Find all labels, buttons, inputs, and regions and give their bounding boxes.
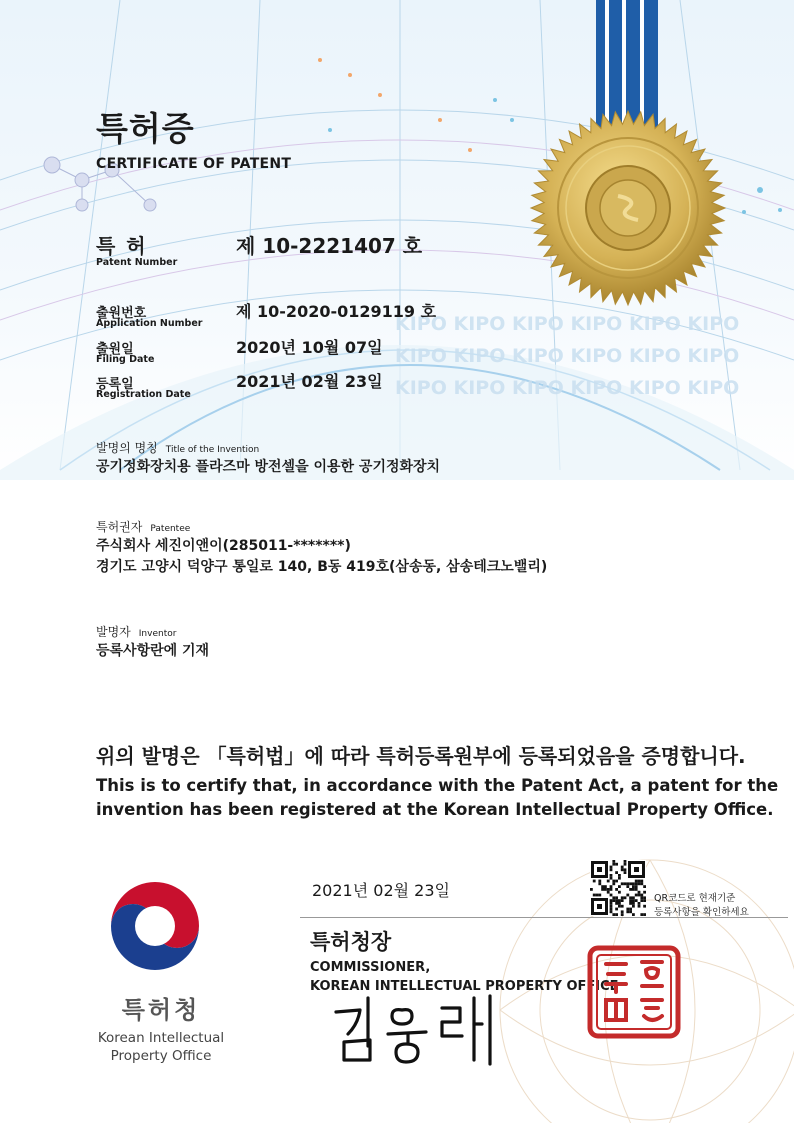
inventor-value: 등록사항란에 기재 (96, 643, 210, 659)
qr-code[interactable] (590, 860, 646, 916)
declaration-korean: 위의 발명은 「특허법」에 따라 특허등록원부에 등록되었음을 증명합니다. (96, 744, 746, 768)
declaration-english-line1: This is to certify that, in accordance with the Patent Act, a patent for the (96, 776, 779, 795)
certificate-title: 특허증 (96, 109, 195, 148)
issue-date: 2021년 02월 23일 (312, 881, 450, 900)
commissioner-title: 특허청장 (310, 930, 392, 954)
invention-title-label-en: Title of the Invention (165, 445, 260, 455)
filing-date-value: 2020년 10월 07일 (236, 338, 383, 357)
office-logo-name-en-line1: Korean Intellectual (97, 1030, 225, 1046)
declaration-english-line2: invention has been registered at the Korean Intellectual Property Office. (96, 800, 774, 819)
official-stamp (586, 944, 682, 1040)
office-logo-name: 특허청 (121, 996, 201, 1024)
inventor-label-row (96, 621, 176, 640)
application-number-value: 제 10-2020-0129119 호 (236, 302, 437, 321)
watermark-text: KIPO KIPO KIPO KIPO KIPO KIPO (395, 377, 740, 399)
application-number-label-en: Application Number (96, 318, 203, 329)
registration-date-value: 2021년 02월 23일 (236, 372, 383, 391)
patent-number-value: 제 10-2221407 호 (236, 234, 423, 258)
commissioner-title-en-line2: KOREAN INTELLECTUAL PROPERTY OFFICE (310, 979, 619, 994)
patentee-label-en: Patentee (150, 524, 191, 534)
patent-number-label: 특 허 (96, 234, 148, 258)
registration-date-label: 등록일 (96, 377, 134, 392)
invention-title-value: 공기정화장치용 플라즈마 방전셀을 이용한 공기정화장치 (96, 459, 441, 475)
kipo-logo-emblem (107, 878, 203, 974)
patentee-name: 주식회사 세진이앤이(285011-*******) (96, 538, 351, 554)
registration-date-label-en: Registration Date (96, 389, 191, 400)
qr-note-line1: QR코드로 현재기준 (654, 893, 736, 904)
patentee-address: 경기도 고양시 덕양구 통일로 140, B동 419호(삼송동, 삼송테크노밸리) (96, 559, 548, 575)
patentee-label: 특허권자 (96, 520, 143, 534)
commissioner-title-en-line1: COMMISSIONER, (310, 960, 431, 975)
invention-title-label: 발명의 명칭 (96, 441, 158, 455)
application-number-label: 출원번호 (96, 306, 147, 321)
invention-title-label-row (96, 437, 259, 456)
inventor-label-en: Inventor (138, 629, 177, 639)
patent-number-label-en: Patent Number (96, 257, 178, 268)
inventor-label: 발명자 (96, 625, 131, 639)
watermark-text: KIPO KIPO KIPO KIPO KIPO KIPO (395, 345, 740, 367)
patentee-label-row (96, 516, 190, 535)
office-logo-name-en-line2: Property Office (110, 1048, 212, 1064)
gold-seal (528, 108, 728, 308)
watermark-text: KIPO KIPO KIPO KIPO KIPO KIPO (395, 313, 740, 335)
filing-date-label: 출원일 (96, 342, 134, 357)
signature (330, 990, 510, 1070)
filing-date-label-en: Filing Date (96, 354, 155, 365)
certificate-subtitle: CERTIFICATE OF PATENT (96, 156, 292, 172)
qr-note-line2: 등록사항을 확인하세요 (654, 907, 749, 918)
